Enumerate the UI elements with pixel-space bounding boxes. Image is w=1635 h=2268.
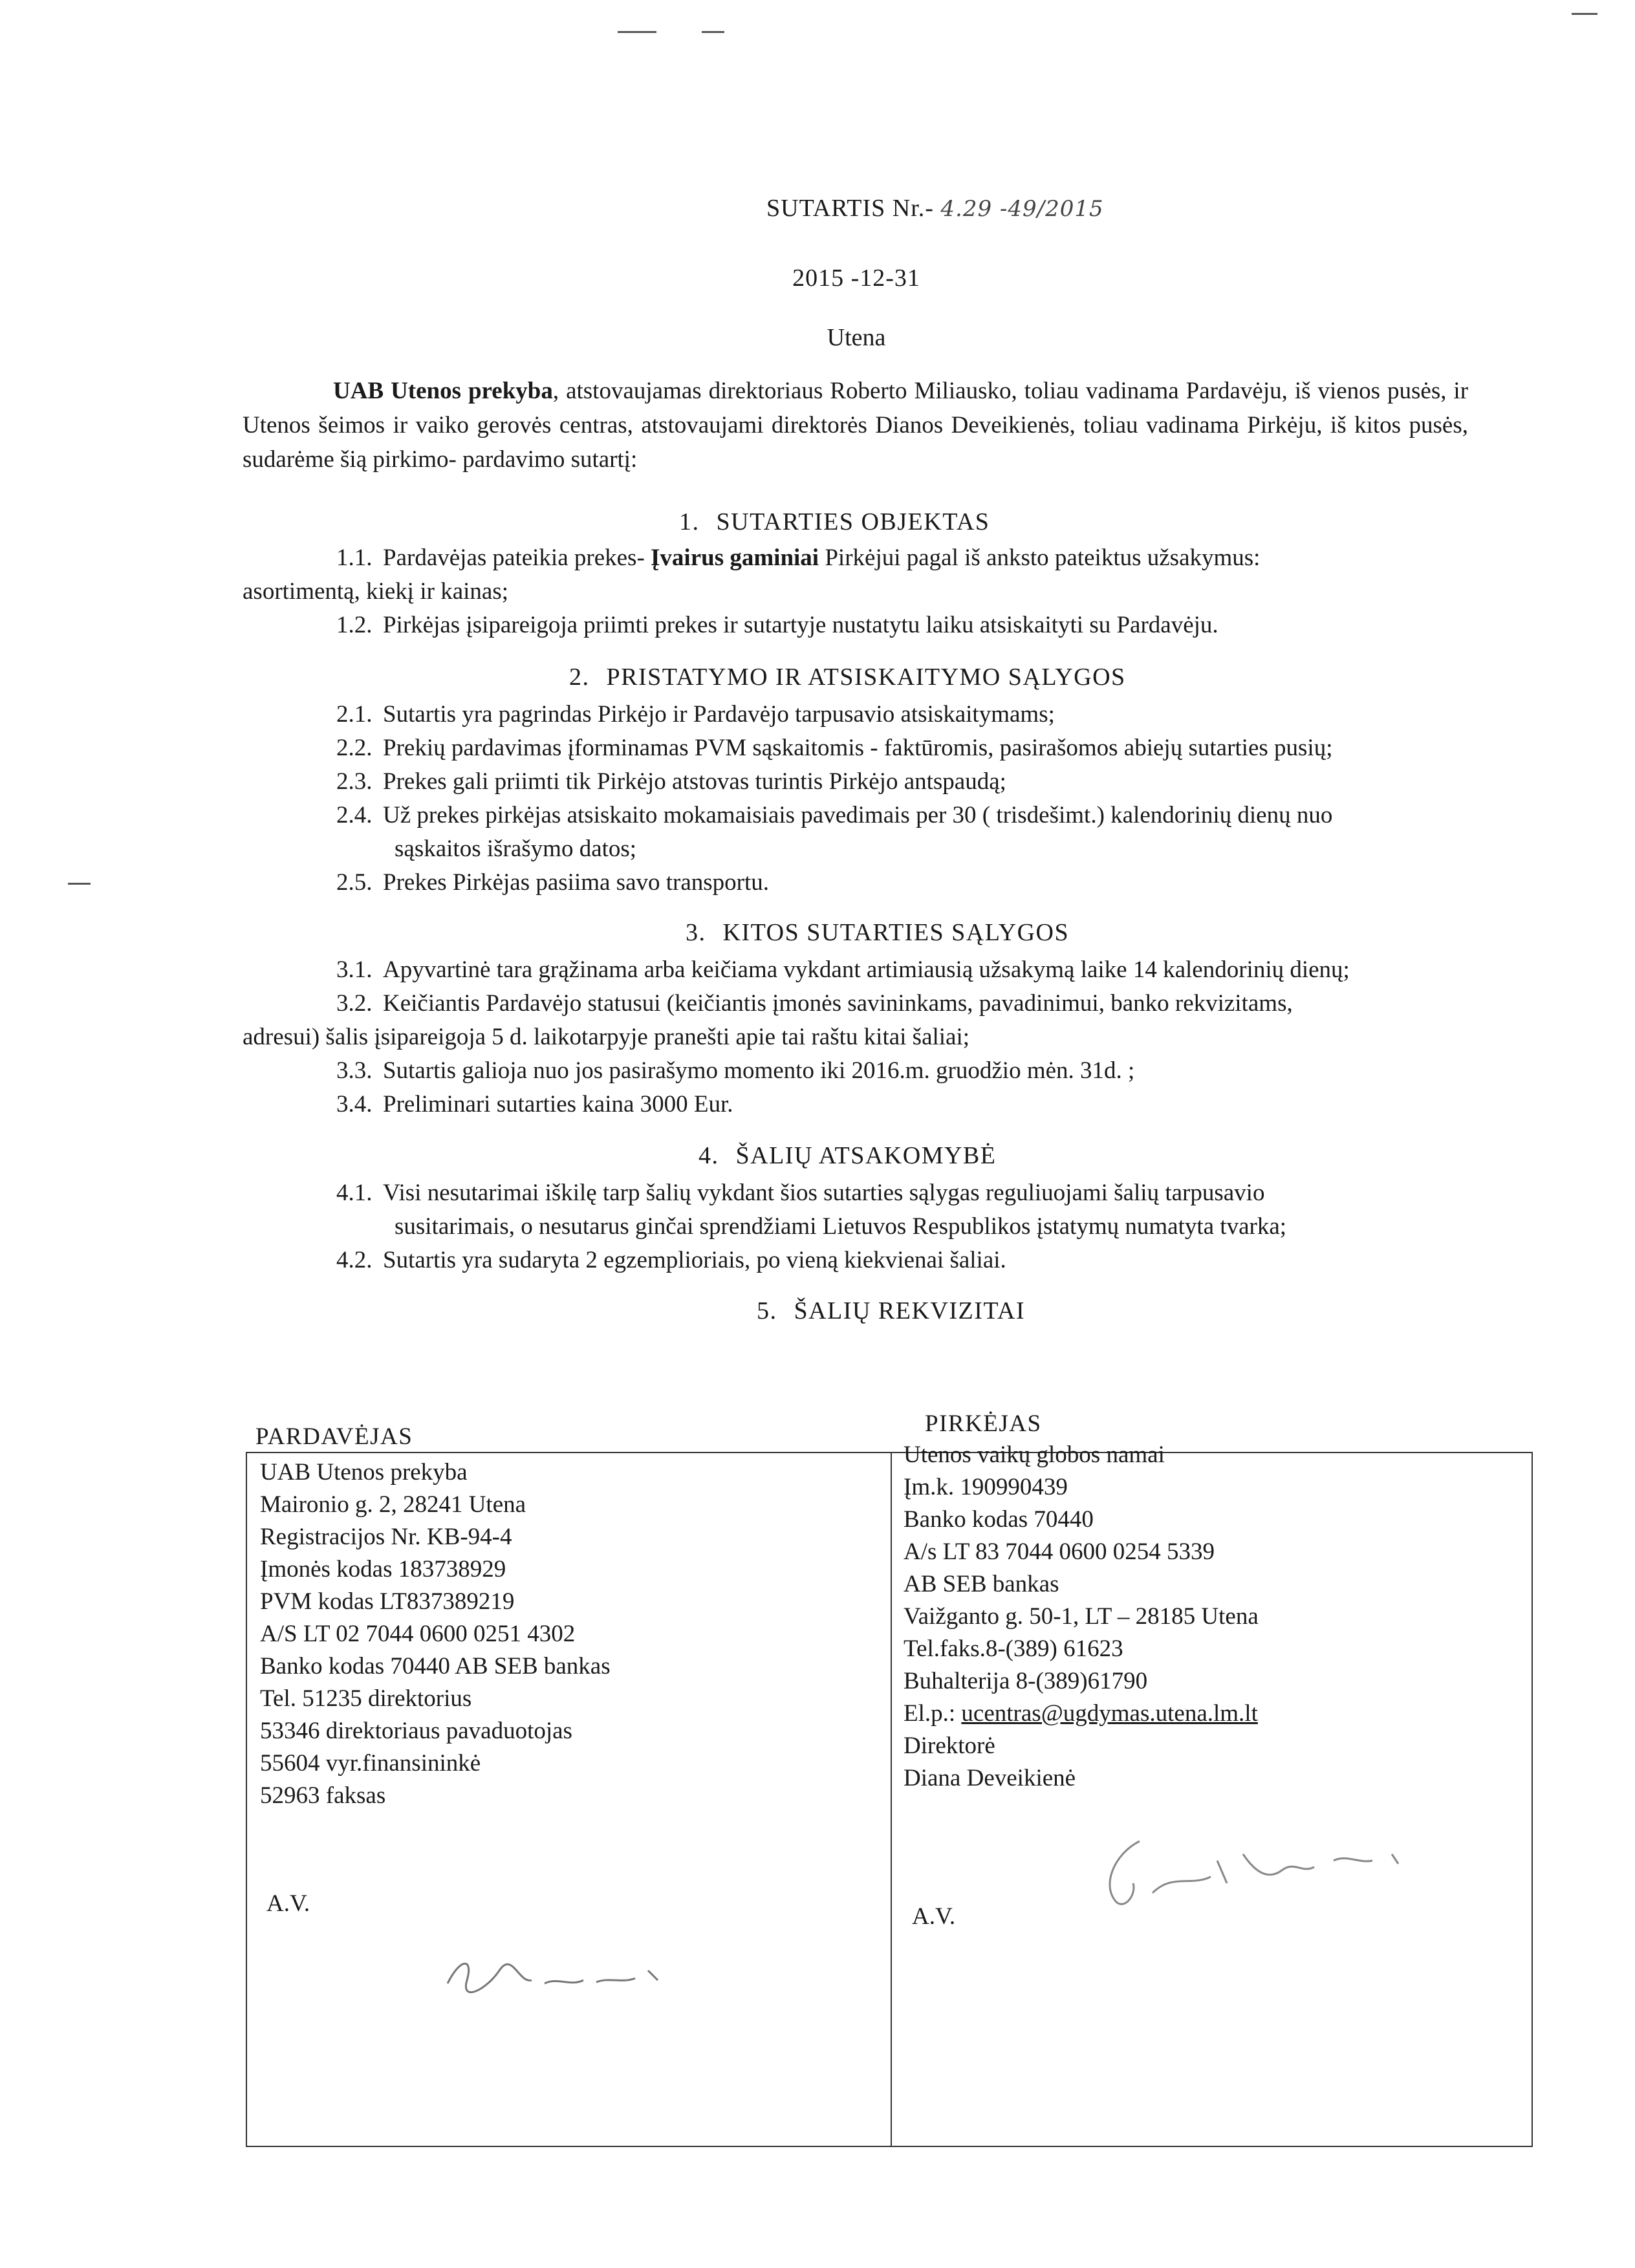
buyer-line: Diana Deveikienė (904, 1765, 1076, 1791)
scan-mark-top-2 (702, 31, 724, 33)
buyer-email-link[interactable]: ucentras@ugdymas.utena.lm.lt (961, 1700, 1258, 1727)
buyer-line: Banko kodas 70440 (904, 1506, 1094, 1533)
contract-city: Utena (827, 324, 886, 351)
buyer-signature (1088, 1815, 1489, 1925)
section-1-heading: 1. SUTARTIES OBJEKTAS (679, 508, 990, 535)
preamble-text: , atstovaujamas direktoriaus Roberto Miliausko, toliau vadinama Pardavėju, iš vienos pusės, ir Utenos šeimos ir vaiko gerovės centras, atstovaujami direktorės Dianos Deveikienės, toliau vadinama Pirkėju, iš kitos pusės, sudarėme šią pirkimo- pardavimo sutartį: (243, 378, 1469, 473)
handwritten-contract-number: 4.29 -49/2015 (940, 196, 1104, 222)
seller-requisites (260, 1456, 611, 1812)
seller-line: Maironio g. 2, 28241 Utena (260, 1491, 526, 1518)
seller-line: UAB Utenos prekyba (260, 1459, 468, 1485)
buyer-line: Utenos vaikų globos namai (904, 1442, 1165, 1468)
section-5-heading: 5. ŠALIŲ REKVIZITAI (757, 1297, 1026, 1324)
seller-signature (441, 1945, 674, 2003)
item-2-4: 2.4. Už prekes pirkėjas atsiskaito mokamaisiais pavedimais per 30 ( trisdešimt.) kalendorinių dienų nuo (336, 802, 1333, 828)
item-3-2: 3.2. Keičiantis Pardavėjo statusui (keičiantis įmonės savininkams, pavadinimui, banko rekvizitams, (336, 990, 1293, 1017)
buyer-line: Įm.k. 190990439 (904, 1474, 1068, 1500)
item-4-1-cont: susitarimais, o nesutarus ginčai sprendžiami Lietuvos Respublikos įstatymų numatyta tvarka; (395, 1213, 1287, 1240)
item-1-2: 1.2. Pirkėjas įsipareigoja priimti prekes ir sutartyje nustatytu laiku atsiskaityti su Pardavėju. (336, 612, 1218, 638)
seller-stamp-label: A.V. (266, 1890, 310, 1917)
scan-mark-top-right (1572, 13, 1597, 15)
buyer-requisites (904, 1439, 1259, 1795)
buyer-line: AB SEB bankas (904, 1571, 1059, 1597)
buyer-line: Tel.faks.8-(389) 61623 (904, 1636, 1123, 1662)
item-2-3: 2.3. Prekes gali priimti tik Pirkėjo atstovas turintis Pirkėjo antspaudą; (336, 768, 1006, 795)
seller-line: A/S LT 02 7044 0600 0251 4302 (260, 1621, 576, 1647)
requisites-column-divider (891, 1453, 892, 2146)
scan-mark-left (68, 883, 91, 885)
buyer-line: Buhalterija 8-(389)61790 (904, 1668, 1148, 1694)
buyer-email-prefix: El.p.: (904, 1700, 962, 1727)
seller-line: Registracijos Nr. KB-94-4 (260, 1524, 512, 1550)
seller-label: PARDAVĖJAS (255, 1423, 413, 1450)
seller-line: Tel. 51235 direktorius (260, 1685, 472, 1712)
item-2-4-cont: sąskaitos išrašymo datos; (395, 836, 637, 862)
item-3-3: 3.3. Sutartis galioja nuo jos pasirašymo momento iki 2016.m. gruodžio mėn. 31d. ; (336, 1057, 1135, 1084)
item-2-2: 2.2. Prekių pardavimas įforminamas PVM sąskaitomis - faktūromis, pasirašomos abiejų sutarties pusių; (336, 735, 1333, 761)
item-4-2: 4.2. Sutartis yra sudaryta 2 egzemplioriais, po vieną kiekvienai šaliai. (336, 1247, 1006, 1273)
seller-name-bold: UAB Utenos prekyba (333, 378, 553, 404)
section-2-heading: 2. PRISTATYMO IR ATSISKAITYMO SĄLYGOS (569, 664, 1126, 691)
seller-line: Įmonės kodas 183738929 (260, 1556, 506, 1582)
item-3-1: 3.1. Apyvartinė tara grąžinama arba keičiama vykdant artimiausią užsakymą laike 14 kalendorinių dienų; (336, 956, 1350, 983)
contract-date: 2015 -12-31 (792, 265, 920, 292)
buyer-label: PIRKĖJAS (925, 1410, 1042, 1437)
item-3-4: 3.4. Preliminari sutarties kaina 3000 Eur. (336, 1091, 733, 1118)
preamble-paragraph (243, 374, 1468, 477)
buyer-line: Direktorė (904, 1733, 995, 1759)
scan-mark-top-1 (618, 31, 656, 33)
contract-title-prefix: SUTARTIS Nr.- (766, 195, 934, 222)
buyer-stamp-label: A.V. (912, 1903, 956, 1930)
seller-line: Banko kodas 70440 AB SEB bankas (260, 1653, 611, 1679)
item-4-1: 4.1. Visi nesutarimai iškilę tarp šalių vykdant šios sutarties sąlygas reguliuojami šalių tarpusavio (336, 1180, 1265, 1206)
buyer-email-line (904, 1698, 1259, 1730)
seller-line: PVM kodas LT837389219 (260, 1588, 515, 1615)
section-3-heading: 3. KITOS SUTARTIES SĄLYGOS (686, 919, 1070, 946)
requisites-table (246, 1442, 1533, 2147)
section-4-heading: 4. ŠALIŲ ATSAKOMYBĖ (698, 1142, 997, 1169)
seller-line: 52963 faksas (260, 1782, 386, 1809)
item-2-5: 2.5. Prekes Pirkėjas pasiima savo transportu. (336, 869, 770, 896)
item-1-1: 1.1. Pardavėjas pateikia prekes- Įvairus gaminiai Pirkėjui pagal iš anksto pateiktus užsakymus: (336, 545, 1261, 571)
seller-line: 53346 direktoriaus pavaduotojas (260, 1718, 572, 1744)
item-2-1: 2.1. Sutartis yra pagrindas Pirkėjo ir Pardavėjo tarpusavio atsiskaitymams; (336, 701, 1055, 728)
seller-line: 55604 vyr.finansininkė (260, 1750, 481, 1777)
buyer-line: Vaižganto g. 50-1, LT – 28185 Utena (904, 1603, 1259, 1630)
item-3-2-cont: adresui) šalis įsipareigoja 5 d. laikotarpyje pranešti apie tai raštu kitai šaliai; (243, 1024, 970, 1050)
buyer-line: A/s LT 83 7044 0600 0254 5339 (904, 1539, 1215, 1565)
item-1-1-cont: asortimentą, kiekį ir kainas; (243, 578, 508, 605)
